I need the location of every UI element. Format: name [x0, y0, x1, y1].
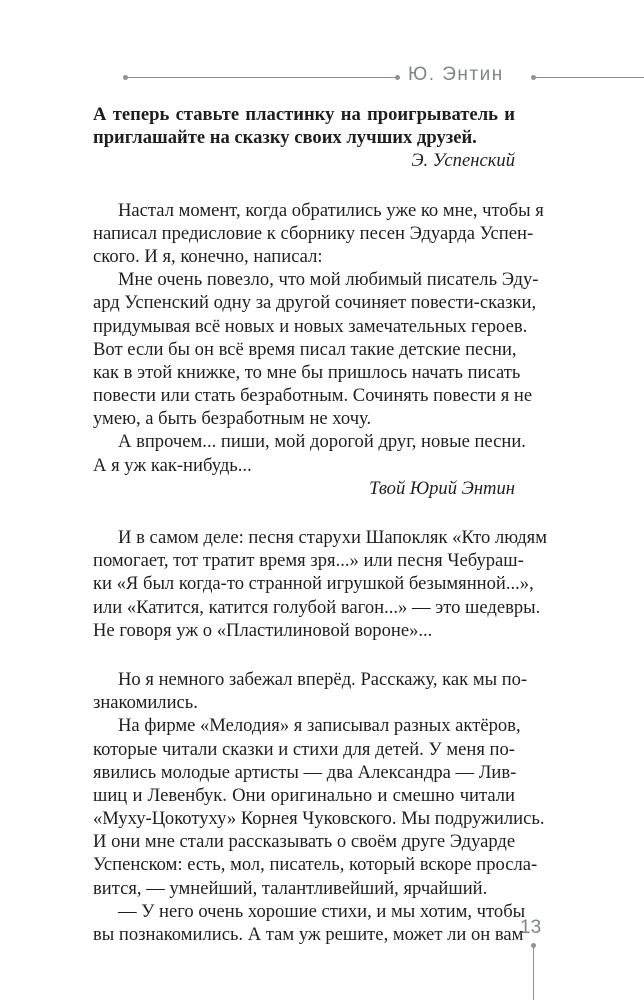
paragraph-line: — У него очень хорошие стихи, и мы хотим, чтобы	[118, 900, 526, 922]
paragraph-line: Мне очень повезло, что мой любимый писатель Эду-	[118, 269, 539, 291]
running-head-rule-right	[533, 77, 644, 78]
paragraph-line: А впрочем... пиши, мой дорогой друг, новые песни.	[118, 431, 526, 453]
paragraph-line: написал предисловие к сборнику песен Эдуарда Успен-	[93, 222, 534, 244]
paragraph-line: или «Катится, катится голубой вагон...» — это шедевры.	[93, 596, 541, 618]
running-head: Ю. Энтин	[408, 64, 504, 85]
paragraph-line: ского. И я, конечно, написал:	[93, 245, 323, 267]
paragraph-line: вы познакомились. А там уж решите, может ли он вам	[93, 924, 524, 945]
paragraph-line: шиц и Левенбук. Они оригинально и смешно читали	[93, 784, 515, 806]
paragraph-line: которые читали сказки и стихи для детей. У меня по-	[93, 738, 515, 760]
rule-dot-left-end	[123, 75, 128, 80]
epigraph	[93, 103, 515, 173]
letter-section	[93, 199, 544, 500]
paragraph-line: повести или стать безработным. Сочинять повести я не	[93, 385, 533, 407]
paragraph-line: «Муху-Цокотуху» Корнея Чуковского. Мы подружились.	[93, 808, 545, 830]
paragraph-line: Вот если бы он всё время писал такие детские песни,	[93, 338, 517, 360]
page-number-rule	[533, 947, 534, 1000]
paragraph-line: А я уж как-нибудь...	[93, 454, 252, 476]
paragraph-line: Настал момент, когда обратились уже ко мне, чтобы я	[118, 199, 544, 221]
paragraph-line: На фирме «Мелодия» я записывал разных актёров,	[118, 715, 521, 737]
paragraph-line: явились молодые артисты — два Александра — Лив-	[93, 761, 517, 783]
running-head-rule-left	[127, 77, 397, 78]
epigraph-author: Э. Успенский	[411, 150, 515, 172]
paragraph-line: вится, — умнейший, талантливейший, ярчайший.	[93, 877, 488, 899]
page-number-rule-dot	[531, 943, 536, 948]
paragraph-line: Не говоря уж о «Пластилиновой вороне»...	[93, 619, 433, 641]
paragraph-line: придумывая всё новых и новых замечательных героев.	[93, 315, 528, 337]
paragraph-line: помогает, тот тратит время зря...» или песня Чебураш-	[93, 550, 524, 572]
paragraph-line: Но я немного забежал вперёд. Расскажу, как мы по-	[118, 668, 528, 690]
paragraph-line: как в этой книжке, то мне бы пришлось начать писать	[93, 361, 521, 383]
paragraph-line: И они мне стали рассказывать о своём друге Эдуарде	[93, 831, 516, 853]
paragraph-line: знакомились.	[93, 692, 198, 714]
page-number: 13	[520, 917, 542, 938]
paragraph-line: умею, а быть безработным не хочу.	[93, 408, 372, 430]
letter-signature: Твой Юрий Энтин	[369, 477, 515, 499]
songs-section	[93, 526, 547, 642]
paragraph-line: ард Успенский одну за другой сочиняет повести-сказки,	[93, 292, 537, 314]
paragraph-line: И в самом деле: песня старухи Шапокляк «Кто людям	[118, 527, 547, 548]
epigraph-line: А теперь ставьте пластинку на проигрыватель и	[93, 104, 515, 125]
paragraph-line: Успенском: есть, мол, писатель, который вскоре просла-	[93, 854, 538, 876]
epigraph-line: приглашайте на сказку своих лучших друзей.	[93, 127, 477, 149]
rule-dot-left-inner	[395, 75, 400, 80]
paragraph-line: ки «Я был когда-то странной игрушкой безымянной...»,	[93, 573, 534, 595]
